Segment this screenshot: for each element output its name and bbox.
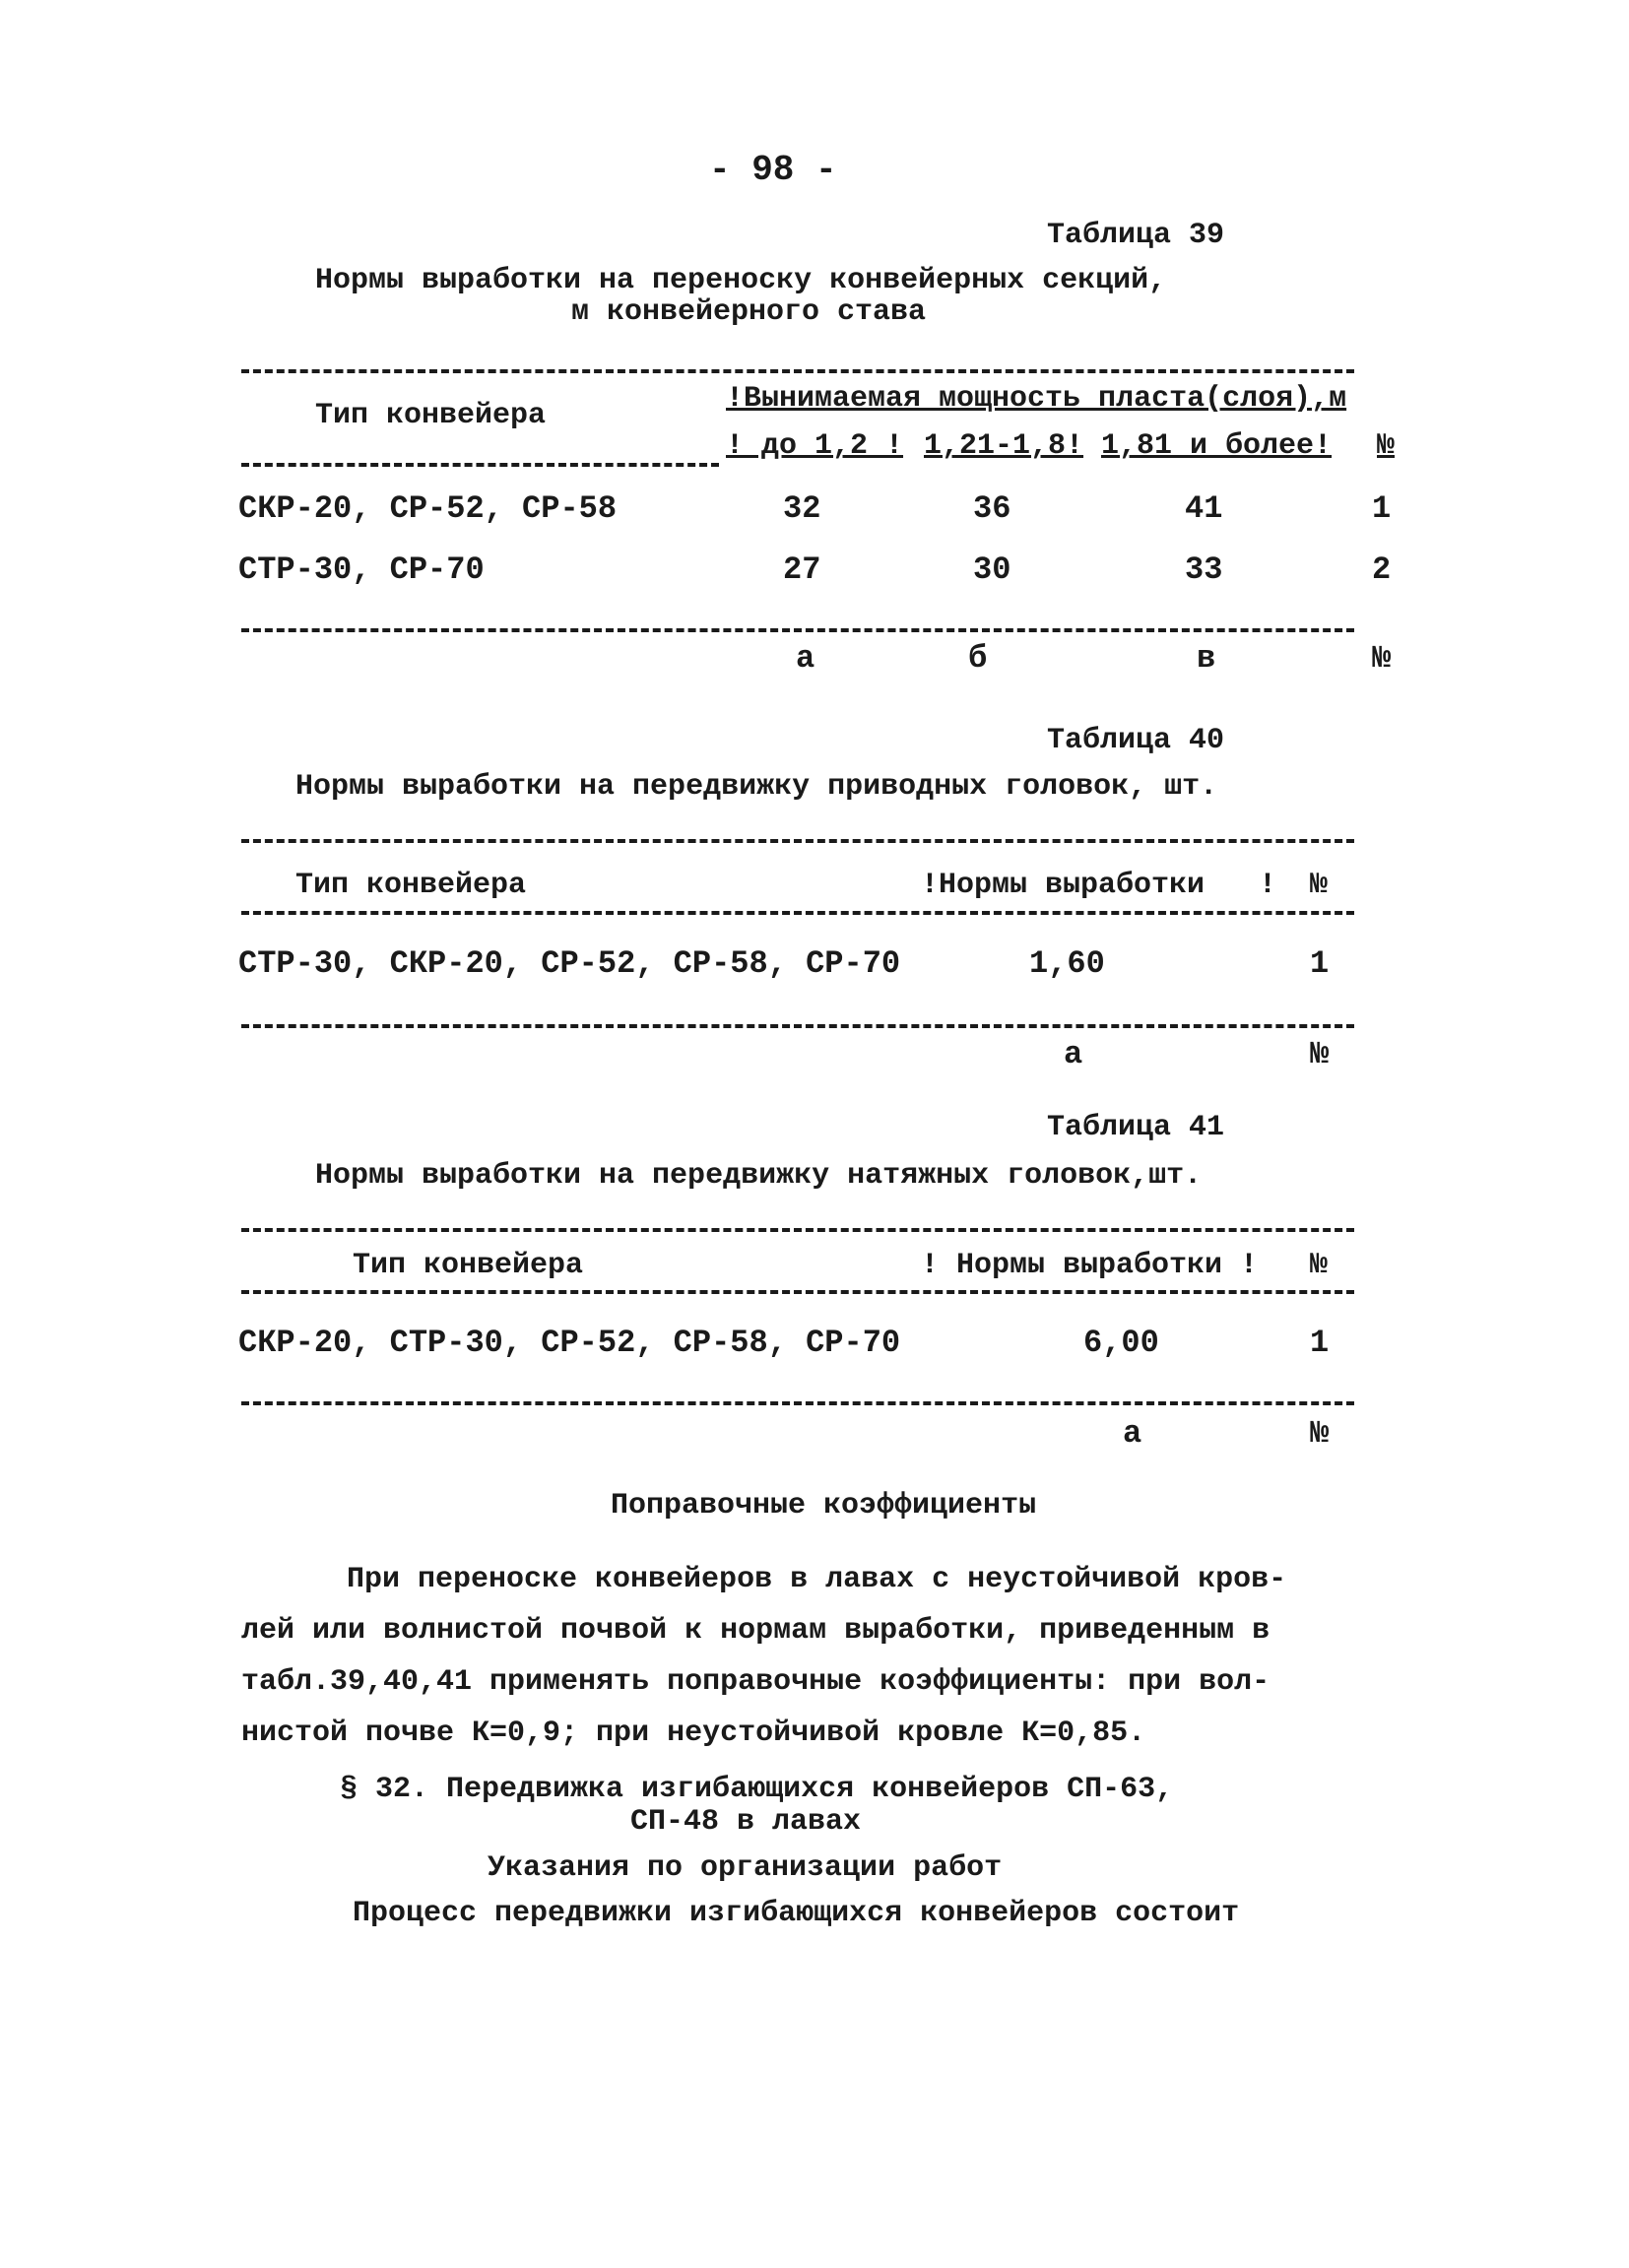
table-39-row-1-type: СКР-20, СР-52, СР-58	[238, 490, 618, 527]
page-number: - 98 -	[709, 150, 837, 190]
table-41-col-num: №	[1310, 1249, 1329, 1282]
table-39-col-sub1: ! до 1,2 !	[726, 429, 904, 463]
table-39-footer-a: а	[796, 640, 815, 677]
table-39-row-2-n: 2	[1372, 551, 1392, 588]
table-41-row-1-type: СКР-20, СТР-30, СР-52, СР-58, СР-70	[238, 1325, 901, 1361]
table-39-row-2-a: 27	[783, 551, 821, 588]
table-39-label: Таблица 39	[1047, 219, 1225, 252]
table-39-row-2-c: 33	[1185, 551, 1223, 588]
table-41-row-1-value: 6,00	[1083, 1325, 1159, 1361]
table-40-footer-a: а	[1064, 1036, 1083, 1072]
table-40-col-sep: !	[1259, 869, 1277, 902]
table-40-label: Таблица 40	[1047, 724, 1225, 757]
table-40-col-norm: !Нормы выработки	[921, 869, 1205, 902]
section-heading-line2: СП-48 в лавах	[630, 1805, 862, 1839]
table-40-col-num: №	[1310, 869, 1329, 902]
section-text: Процесс передвижки изгибающихся конвейеров состоит	[353, 1897, 1240, 1930]
table-39-col-group: !Вынимаемая мощность пласта(слоя),м	[726, 382, 1347, 416]
table-41-top-rule	[241, 1228, 1354, 1232]
table-40-bottom-rule	[241, 1024, 1354, 1028]
table-41-footer-a: а	[1123, 1415, 1142, 1452]
table-39-row-1-a: 32	[783, 490, 821, 527]
table-39-bottom-rule	[241, 628, 1354, 632]
table-39-col-sub2: 1,21-1,8!	[924, 429, 1084, 463]
table-39-footer-c: в	[1197, 640, 1216, 677]
coefficients-line-4: нистой почве К=0,9; при неустойчивой кровле К=0,85.	[241, 1717, 1146, 1750]
section-subheading: Указания по организации работ	[488, 1851, 1003, 1885]
table-41-title: Нормы выработки на передвижку натяжных головок,шт.	[315, 1159, 1203, 1193]
table-39-row-2-b: 30	[973, 551, 1011, 588]
table-40-header-rule	[241, 911, 1354, 915]
table-39-row-1-c: 41	[1185, 490, 1223, 527]
table-40-row-1-value: 1,60	[1029, 945, 1105, 982]
table-39-title-line2: м конвейерного става	[571, 295, 927, 329]
table-39-row-2-type: СТР-30, СР-70	[238, 551, 485, 588]
table-39-row-1-n: 1	[1372, 490, 1392, 527]
table-40-footer-n: №	[1310, 1036, 1330, 1072]
table-41-row-1-n: 1	[1310, 1325, 1330, 1361]
table-41-header-rule	[241, 1290, 1354, 1294]
table-39-footer-n: №	[1372, 640, 1392, 677]
table-39-header-rule	[241, 463, 719, 467]
coefficients-line-2: лей или волнистой почвой к нормам выработки, приведенным в	[241, 1614, 1271, 1648]
table-41-col-type: Тип конвейера	[353, 1249, 584, 1282]
table-40-row-1-type: СТР-30, СКР-20, СР-52, СР-58, СР-70	[238, 945, 901, 982]
table-41-col-norm: ! Нормы выработки !	[921, 1249, 1259, 1282]
table-41-bottom-rule	[241, 1401, 1354, 1405]
coefficients-line-1: При переноске конвейеров в лавах с неустойчивой кров-	[347, 1563, 1287, 1596]
table-40-title: Нормы выработки на передвижку приводных головок, шт.	[295, 770, 1218, 804]
table-39-title-line1: Нормы выработки на переноску конвейерных секций,	[315, 264, 1167, 297]
coefficients-heading: Поправочные коэффициенты	[611, 1489, 1037, 1523]
table-41-footer-n: №	[1310, 1415, 1330, 1452]
coefficients-line-3: табл.39,40,41 применять поправочные коэффициенты: при вол-	[241, 1665, 1271, 1699]
table-39-col-num: №	[1377, 429, 1396, 463]
section-heading-line1: § 32. Передвижка изгибающихся конвейеров СП-63,	[340, 1773, 1174, 1806]
table-41-label: Таблица 41	[1047, 1111, 1225, 1144]
table-39-col-sub3: 1,81 и более!	[1101, 429, 1333, 463]
table-40-top-rule	[241, 839, 1354, 843]
table-39-row-1-b: 36	[973, 490, 1011, 527]
table-40-row-1-n: 1	[1310, 945, 1330, 982]
table-40-col-type: Тип конвейера	[295, 869, 527, 902]
table-39-col-type: Тип конвейера	[315, 399, 547, 432]
table-39-top-rule	[241, 369, 1354, 373]
table-39-footer-b: б	[968, 640, 988, 677]
